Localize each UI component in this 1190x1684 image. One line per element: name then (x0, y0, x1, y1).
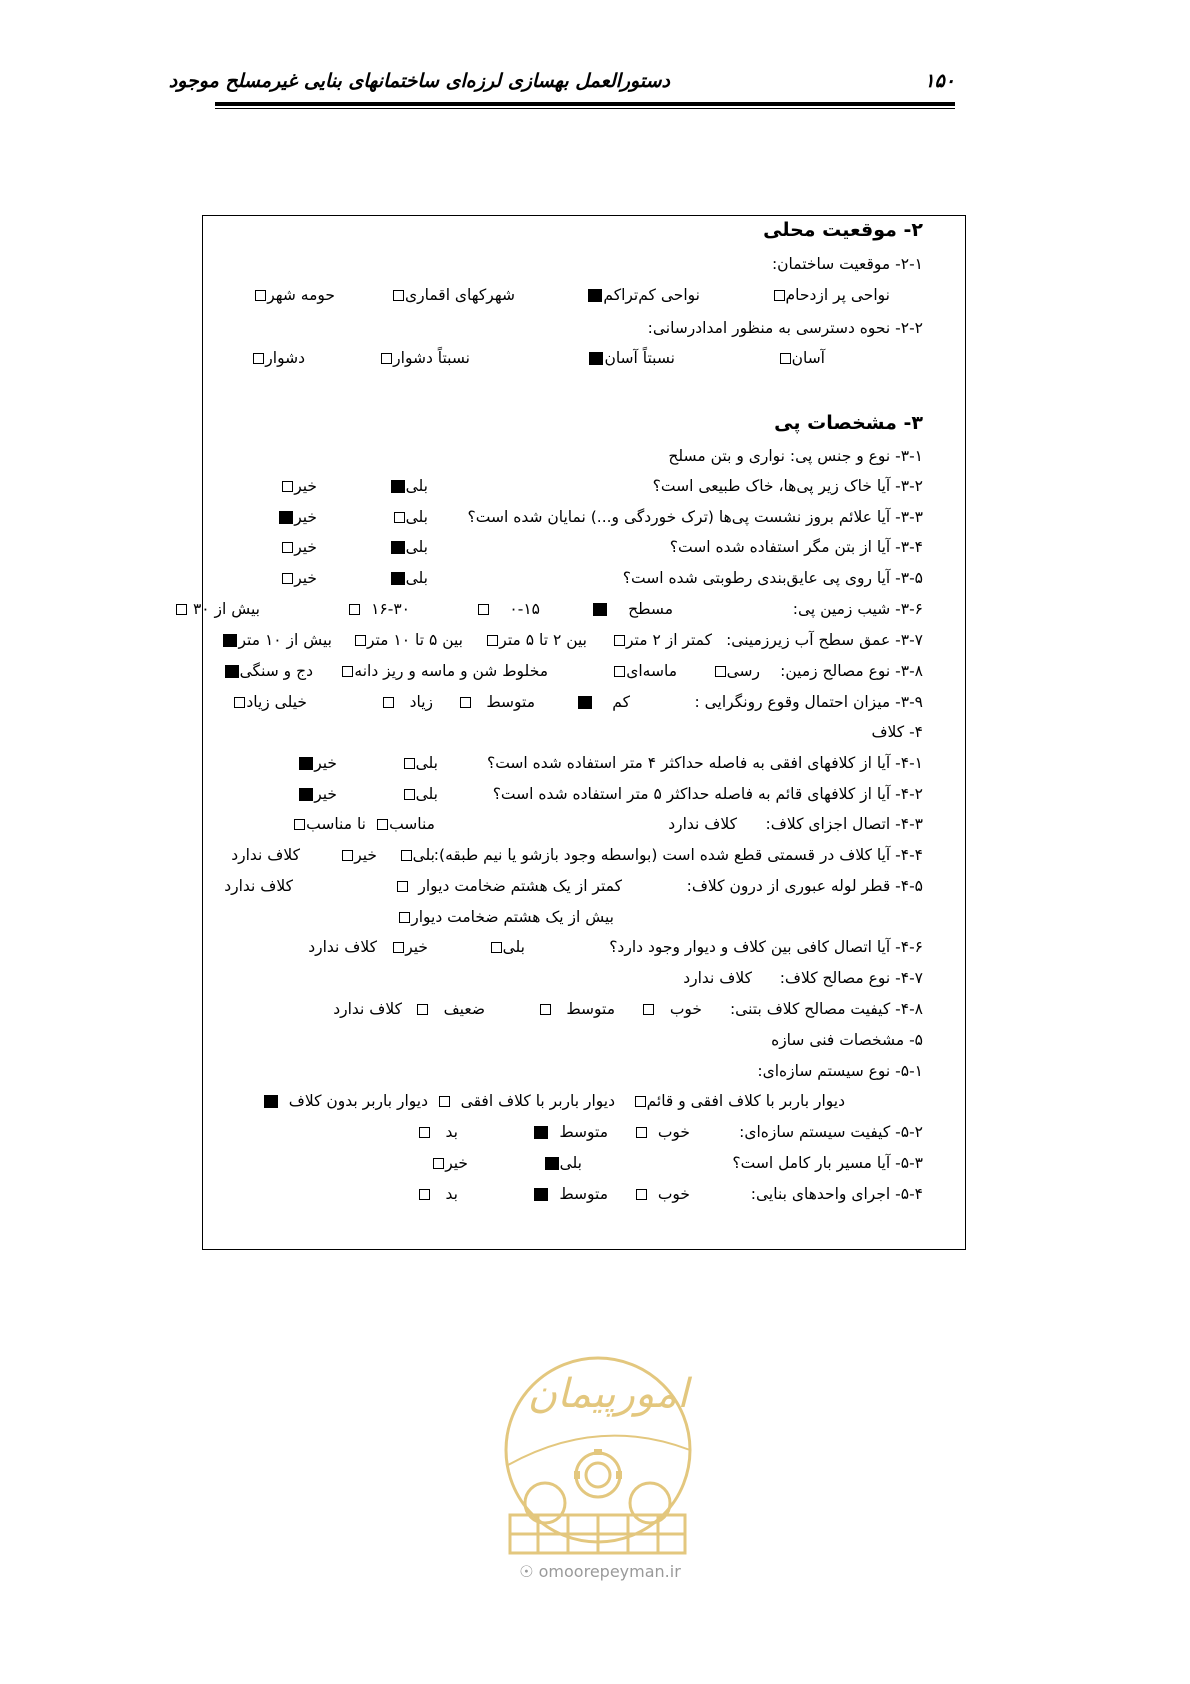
q3-5-label: ۳-۵- آیا روی پی عایق‌بندی رطوبتی شده است؟ (622, 569, 923, 587)
q4-1-yes: بلی (403, 753, 438, 773)
q5-2-label: ۵-۲- کیفیت سیستم سازه‌ای: (739, 1123, 923, 1141)
checkbox[interactable] (614, 666, 625, 677)
q3-7-opt-4: بیش از ۱۰ متر (222, 630, 332, 650)
q3-4-yes: بلی (390, 537, 428, 557)
section-3-heading: ۳- مشخصات پی (774, 412, 923, 434)
checkbox[interactable] (383, 697, 394, 708)
q5-2-opt-bad: بد (418, 1122, 458, 1142)
q5-2-opt-good: خوب (635, 1122, 690, 1142)
checkbox[interactable] (419, 1127, 430, 1138)
checkbox[interactable] (715, 666, 726, 677)
checkbox[interactable] (355, 635, 366, 646)
checkbox[interactable] (433, 1158, 444, 1169)
checkbox[interactable] (377, 819, 388, 830)
checkbox[interactable] (636, 1189, 647, 1200)
logo-text: امورپیمان (527, 1371, 689, 1417)
q5-3-label: ۵-۳- آیا مسیر بار کامل است؟ (732, 1154, 923, 1172)
q5-1-opt-2: دیوار باربر با کلاف افقی (438, 1091, 615, 1111)
checkbox-checked[interactable] (391, 480, 405, 493)
checkbox[interactable] (774, 290, 785, 301)
checkbox[interactable] (643, 1004, 654, 1015)
checkbox[interactable] (439, 1096, 450, 1107)
q4-4-no: خیر (341, 845, 377, 865)
q4-6-no-frame: کلاف ندارد (308, 938, 377, 956)
checkbox[interactable] (636, 1127, 647, 1138)
q3-9-label: ۳-۹- میزان احتمال وقوع رونگرایی : (694, 693, 923, 711)
q2-1-opt-crowded: نواحی پر ازدحام (773, 285, 890, 305)
watermark-logo (490, 1355, 710, 1565)
checkbox[interactable] (234, 697, 245, 708)
q3-7-opt-1: کمتر از ۲ متر (613, 630, 712, 650)
checkbox[interactable] (401, 850, 412, 861)
q2-1-opt-suburb: حومه شهر (254, 285, 335, 305)
page-header (168, 70, 955, 102)
checkbox-checked[interactable] (593, 603, 607, 616)
q4-4-label: ۴-۴- آیا کلاف در قسمتی قطع شده است (بواسطه وجود بازشو یا نیم طبقه): (433, 846, 923, 864)
q3-4-no: خیر (281, 537, 317, 557)
checkbox-checked[interactable] (391, 541, 405, 554)
q4-3-value: کلاف ندارد (668, 815, 737, 833)
checkbox-checked[interactable] (391, 572, 405, 585)
q3-6-opt-flat: مسطح (592, 599, 673, 619)
q2-1-opt-low-density: نواحی کم‌تراکم (587, 285, 700, 305)
section-5-heading: ۵- مشخصات فنی سازه (771, 1031, 923, 1049)
q4-5-opt-more: بیش از یک هشتم ضخامت دیوار (398, 907, 614, 927)
checkbox-checked[interactable] (279, 511, 293, 524)
q4-3-opt-suitable: مناسب (376, 814, 435, 834)
section-4-heading: ۴- کلاف (871, 723, 923, 741)
q2-2-opt-fairly-hard: نسبتاً دشوار (380, 348, 470, 368)
q4-1-no: خیر (298, 753, 337, 773)
checkbox-checked[interactable] (299, 757, 313, 770)
checkbox[interactable] (614, 635, 625, 646)
q5-4-label: ۵-۴- اجرای واحدهای بنایی: (750, 1185, 923, 1203)
q3-3-no: خیر (278, 507, 317, 527)
q3-9-opt-low: کم (577, 692, 630, 712)
q3-2-no: خیر (281, 476, 317, 496)
q4-8-label: ۴-۸- کیفیت مصالح کلاف بتنی: (729, 1000, 923, 1018)
q3-4-label: ۳-۴- آیا از بتن مگر استفاده شده است؟ (669, 538, 923, 556)
q5-1-opt-3: دیوار باربر بدون کلاف (263, 1091, 428, 1111)
q4-8-opt-weak: ضعیف (416, 999, 485, 1019)
checkbox[interactable] (460, 697, 471, 708)
q3-8-opt-clay: رسی (714, 661, 760, 681)
q4-8-opt-good: خوب (642, 999, 702, 1019)
checkbox[interactable] (342, 850, 353, 861)
q4-6-yes: بلی (490, 937, 525, 957)
header-rule-thick (215, 102, 955, 106)
q4-2-no: خیر (298, 784, 337, 804)
checkbox-checked[interactable] (534, 1126, 548, 1139)
checkbox[interactable] (635, 1096, 646, 1107)
q3-3-label: ۳-۳- آیا علائم بروز نشست پی‌ها (ترک خوردگی و...) نمایان شده است؟ (467, 508, 923, 526)
checkbox-checked[interactable] (225, 665, 239, 678)
checkbox[interactable] (397, 881, 408, 892)
checkbox[interactable] (478, 604, 489, 615)
checkbox[interactable] (417, 1004, 428, 1015)
checkbox[interactable] (282, 481, 293, 492)
checkbox[interactable] (404, 789, 415, 800)
q3-8-opt-mixed: مخلوط شن و ماسه و ریز دانه (341, 661, 548, 681)
q3-5-yes: بلی (390, 568, 428, 588)
q3-6-opt-over-30: بیش از ۳۰ (175, 599, 260, 619)
q5-1-label: ۵-۱- نوع سیستم سازه‌ای: (757, 1062, 923, 1080)
checkbox[interactable] (393, 290, 404, 301)
q4-4-yes: بلی (400, 845, 435, 865)
checkbox-checked[interactable] (264, 1095, 278, 1108)
checkbox[interactable] (349, 604, 360, 615)
checkbox[interactable] (491, 942, 502, 953)
q3-9-opt-high: زیاد (382, 692, 433, 712)
q3-2-label: ۳-۲- آیا خاک زیر پی‌ها، خاک طبیعی است؟ (652, 477, 923, 495)
q2-2-label: ۲-۲- نحوه دسترسی به منظور امدادرسانی: (647, 319, 923, 337)
q3-8-label: ۳-۸- نوع مصالح زمین: (780, 662, 923, 680)
q3-3-yes: بلی (393, 507, 428, 527)
checkbox-checked[interactable] (589, 352, 603, 365)
checkbox-checked[interactable] (588, 289, 602, 302)
q3-6-opt-0-15: ۰-۱۵ (477, 599, 540, 619)
q4-2-label: ۴-۲- آیا از کلافهای قائم به فاصله حداکثر ۵ متر استفاده شده است؟ (492, 785, 923, 803)
q3-2-yes: بلی (390, 476, 428, 496)
q3-6-opt-16-30: ۱۶-۳۰ (348, 599, 410, 619)
q4-8-no-frame: کلاف ندارد (333, 1000, 402, 1018)
logo-icon (490, 1355, 710, 1565)
q3-5-no: خیر (281, 568, 317, 588)
page-number: ۱۵۰ (924, 70, 955, 92)
checkbox-checked[interactable] (534, 1188, 548, 1201)
website-url[interactable]: ☉ omoorepeyman.ir (519, 1562, 681, 1581)
q2-2-opt-easy: آسان (779, 348, 825, 368)
q4-7-label: ۴-۷- نوع مصالح کلاف: (779, 969, 923, 987)
q5-3-no: خیر (432, 1153, 468, 1173)
q2-2-opt-fairly-easy: نسبتاً آسان (588, 348, 675, 368)
checkbox[interactable] (780, 353, 791, 364)
q5-4-opt-bad: بد (418, 1184, 458, 1204)
q4-5-label: ۴-۵- قطر لوله عبوری از درون کلاف: (686, 877, 923, 895)
q4-2-yes: بلی (403, 784, 438, 804)
checkbox-checked[interactable] (578, 696, 592, 709)
q3-1-label: ۳-۱- نوع و جنس پی: نواری و بتن مسلح (668, 447, 923, 465)
q5-3-yes: بلی (544, 1153, 582, 1173)
header-rule-thin (215, 108, 955, 109)
q5-4-opt-medium: متوسط (533, 1184, 608, 1204)
checkbox[interactable] (255, 290, 266, 301)
q4-3-label: ۴-۳- اتصال اجزای کلاف: (765, 815, 923, 833)
q4-7-value: کلاف ندارد (683, 969, 752, 987)
checkbox[interactable] (381, 353, 392, 364)
q3-7-opt-3: بین ۵ تا ۱۰ متر (354, 630, 463, 650)
header-title: دستورالعمل بهسازی لرزه‌ای ساختمانهای بنایی غیرمسلح موجود (168, 70, 670, 92)
checkbox[interactable] (487, 635, 498, 646)
q5-2-opt-medium: متوسط (533, 1122, 608, 1142)
q4-3-opt-unsuitable: نا مناسب (293, 814, 366, 834)
checkbox[interactable] (419, 1189, 430, 1200)
section-2-heading: ۲- موقعیت محلی (763, 219, 923, 241)
q3-9-opt-medium: متوسط (459, 692, 535, 712)
q2-1-label: ۲-۱- موقعیت ساختمان: (771, 255, 923, 273)
checkbox[interactable] (294, 819, 305, 830)
checkbox[interactable] (176, 604, 187, 615)
q3-9-opt-very-high: خیلی زیاد (233, 692, 307, 712)
q2-2-opt-hard: دشوار (252, 348, 305, 368)
q3-8-opt-sandy: ماسه‌ای (613, 661, 677, 681)
checkbox[interactable] (393, 942, 404, 953)
q4-5-opt-less: کمتر از یک هشتم ضخامت دیوار (396, 876, 622, 896)
q2-1-opt-satellite: شهرکهای اقماری (392, 285, 515, 305)
checkbox[interactable] (342, 666, 353, 677)
checkbox[interactable] (399, 912, 410, 923)
checkbox[interactable] (540, 1004, 551, 1015)
q4-1-label: ۴-۱- آیا از کلافهای افقی به فاصله حداکثر ۴ متر استفاده شده است؟ (486, 754, 923, 772)
q5-1-opt-1: دیوار باربر با کلاف افقی و قائم (634, 1091, 845, 1111)
checkbox[interactable] (282, 573, 293, 584)
checkbox[interactable] (253, 353, 264, 364)
checkbox-checked[interactable] (299, 788, 313, 801)
q3-7-label: ۳-۷- عمق سطح آب زیرزمینی: (726, 631, 923, 649)
q4-8-opt-medium: متوسط (539, 999, 615, 1019)
q4-4-no-frame: کلاف ندارد (231, 846, 300, 864)
q4-6-label: ۴-۶- آیا اتصال کافی بین کلاف و دیوار وجود دارد؟ (609, 938, 923, 956)
q4-6-no: خیر (392, 937, 428, 957)
checkbox-checked[interactable] (545, 1157, 559, 1170)
q5-4-opt-good: خوب (635, 1184, 690, 1204)
checkbox[interactable] (404, 758, 415, 769)
q3-7-opt-2: بین ۲ تا ۵ متر (486, 630, 587, 650)
q3-8-opt-rocky: دج و سنگی (224, 661, 313, 681)
q3-6-label: ۳-۶- شیب زمین پی: (792, 600, 923, 618)
checkbox[interactable] (394, 512, 405, 523)
q4-5-no-frame: کلاف ندارد (224, 877, 293, 895)
checkbox-checked[interactable] (223, 634, 237, 647)
checkbox[interactable] (282, 542, 293, 553)
